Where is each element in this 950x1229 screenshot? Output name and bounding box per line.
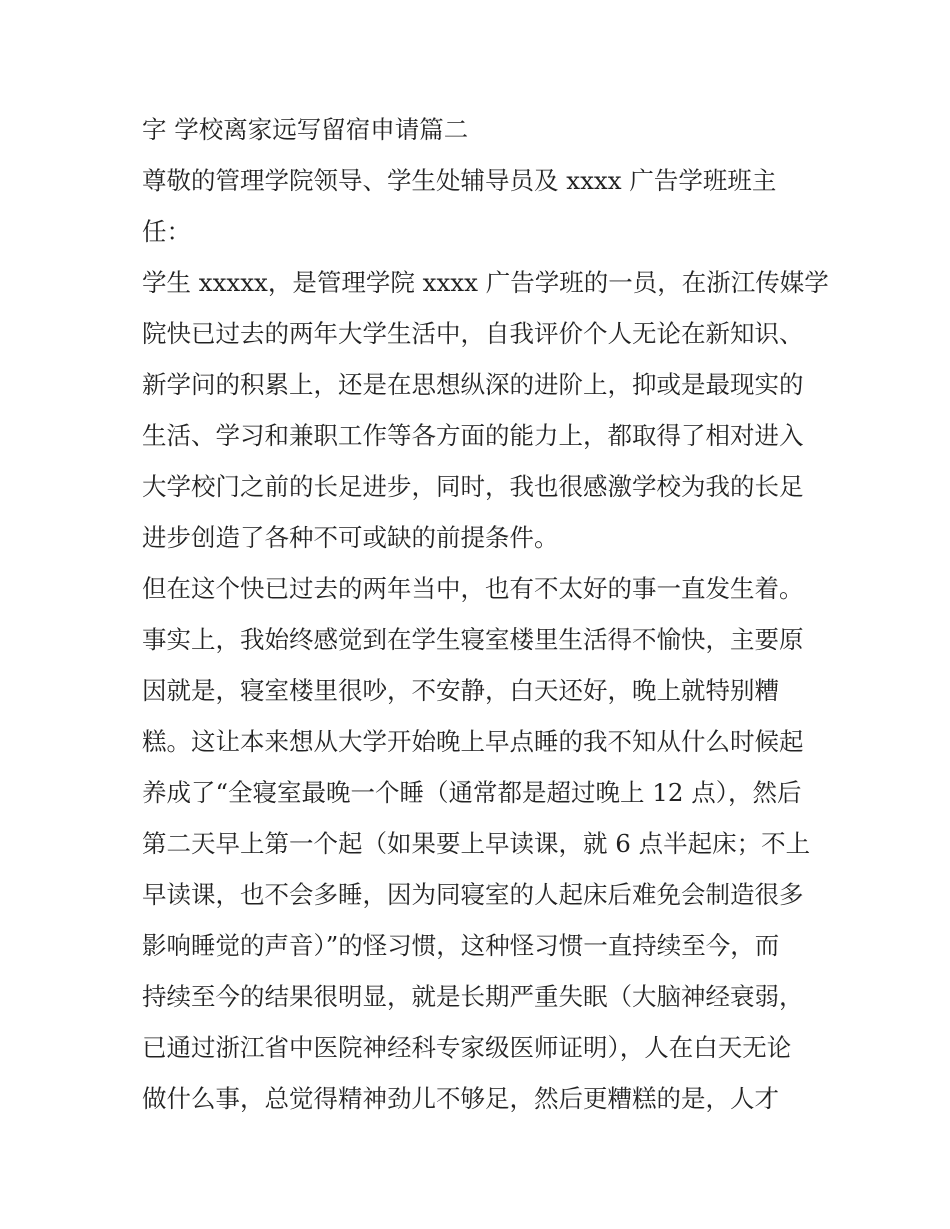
- paragraph-line: 做什么事，总觉得精神劲儿不够足，然后更糟糕的是，人才: [142, 1084, 779, 1113]
- salutation-line: 尊敬的管理学院领导、学生处辅导员及 xxxx 广告学班班主: [142, 166, 777, 195]
- paragraph-line: 学生 xxxxx，是管理学院 xxxx 广告学班的一员，在浙江传媒学: [142, 268, 829, 297]
- document-heading: 字 学校离家远写留宿申请篇二: [142, 115, 469, 144]
- paragraph-line: 因就是，寝室楼里很吵，不安静，白天还好，晚上就特别糟: [142, 676, 779, 705]
- paragraph-line: 进步创造了各种不可或缺的前提条件。: [142, 523, 559, 552]
- paragraph-line: 新学问的积累上，还是在思想纵深的进阶上，抑或是最现实的: [142, 370, 804, 399]
- paragraph-line: 生活、学习和兼职工作等各方面的能力上，都取得了相对进入: [142, 421, 804, 450]
- paragraph-line: 大学校门之前的长足进步，同时，我也很感激学校为我的长足: [142, 472, 804, 501]
- paragraph-line: 第二天早上第一个起（如果要上早读课，就 6 点半起床；不上: [142, 829, 811, 858]
- paragraph-line: 糕。这让本来想从大学开始晚上早点睡的我不知从什么时候起: [142, 727, 804, 756]
- paragraph-line: 事实上，我始终感觉到在学生寝室楼里生活得不愉快，主要原: [142, 625, 804, 654]
- paragraph-line: 早读课，也不会多睡，因为同寝室的人起床后难免会制造很多: [142, 880, 804, 909]
- paragraph-line: 影响睡觉的声音）”的怪习惯，这种怪习惯一直持续至今，而: [142, 931, 780, 960]
- paragraph-line: 但在这个快已过去的两年当中，也有不太好的事一直发生着。: [142, 574, 804, 603]
- paragraph-line: 院快已过去的两年大学生活中，自我评价个人无论在新知识、: [142, 319, 804, 348]
- paragraph-line: 持续至今的结果很明显，就是长期严重失眠（大脑神经衰弱，: [142, 982, 804, 1011]
- salutation-line: 任：: [142, 217, 191, 246]
- paragraph-line: 养成了“全寝室最晚一个睡（通常都是超过晚上 12 点），然后: [142, 778, 802, 807]
- paragraph-line: 已通过浙江省中医院神经科专家级医师证明），人在白天无论: [142, 1033, 792, 1062]
